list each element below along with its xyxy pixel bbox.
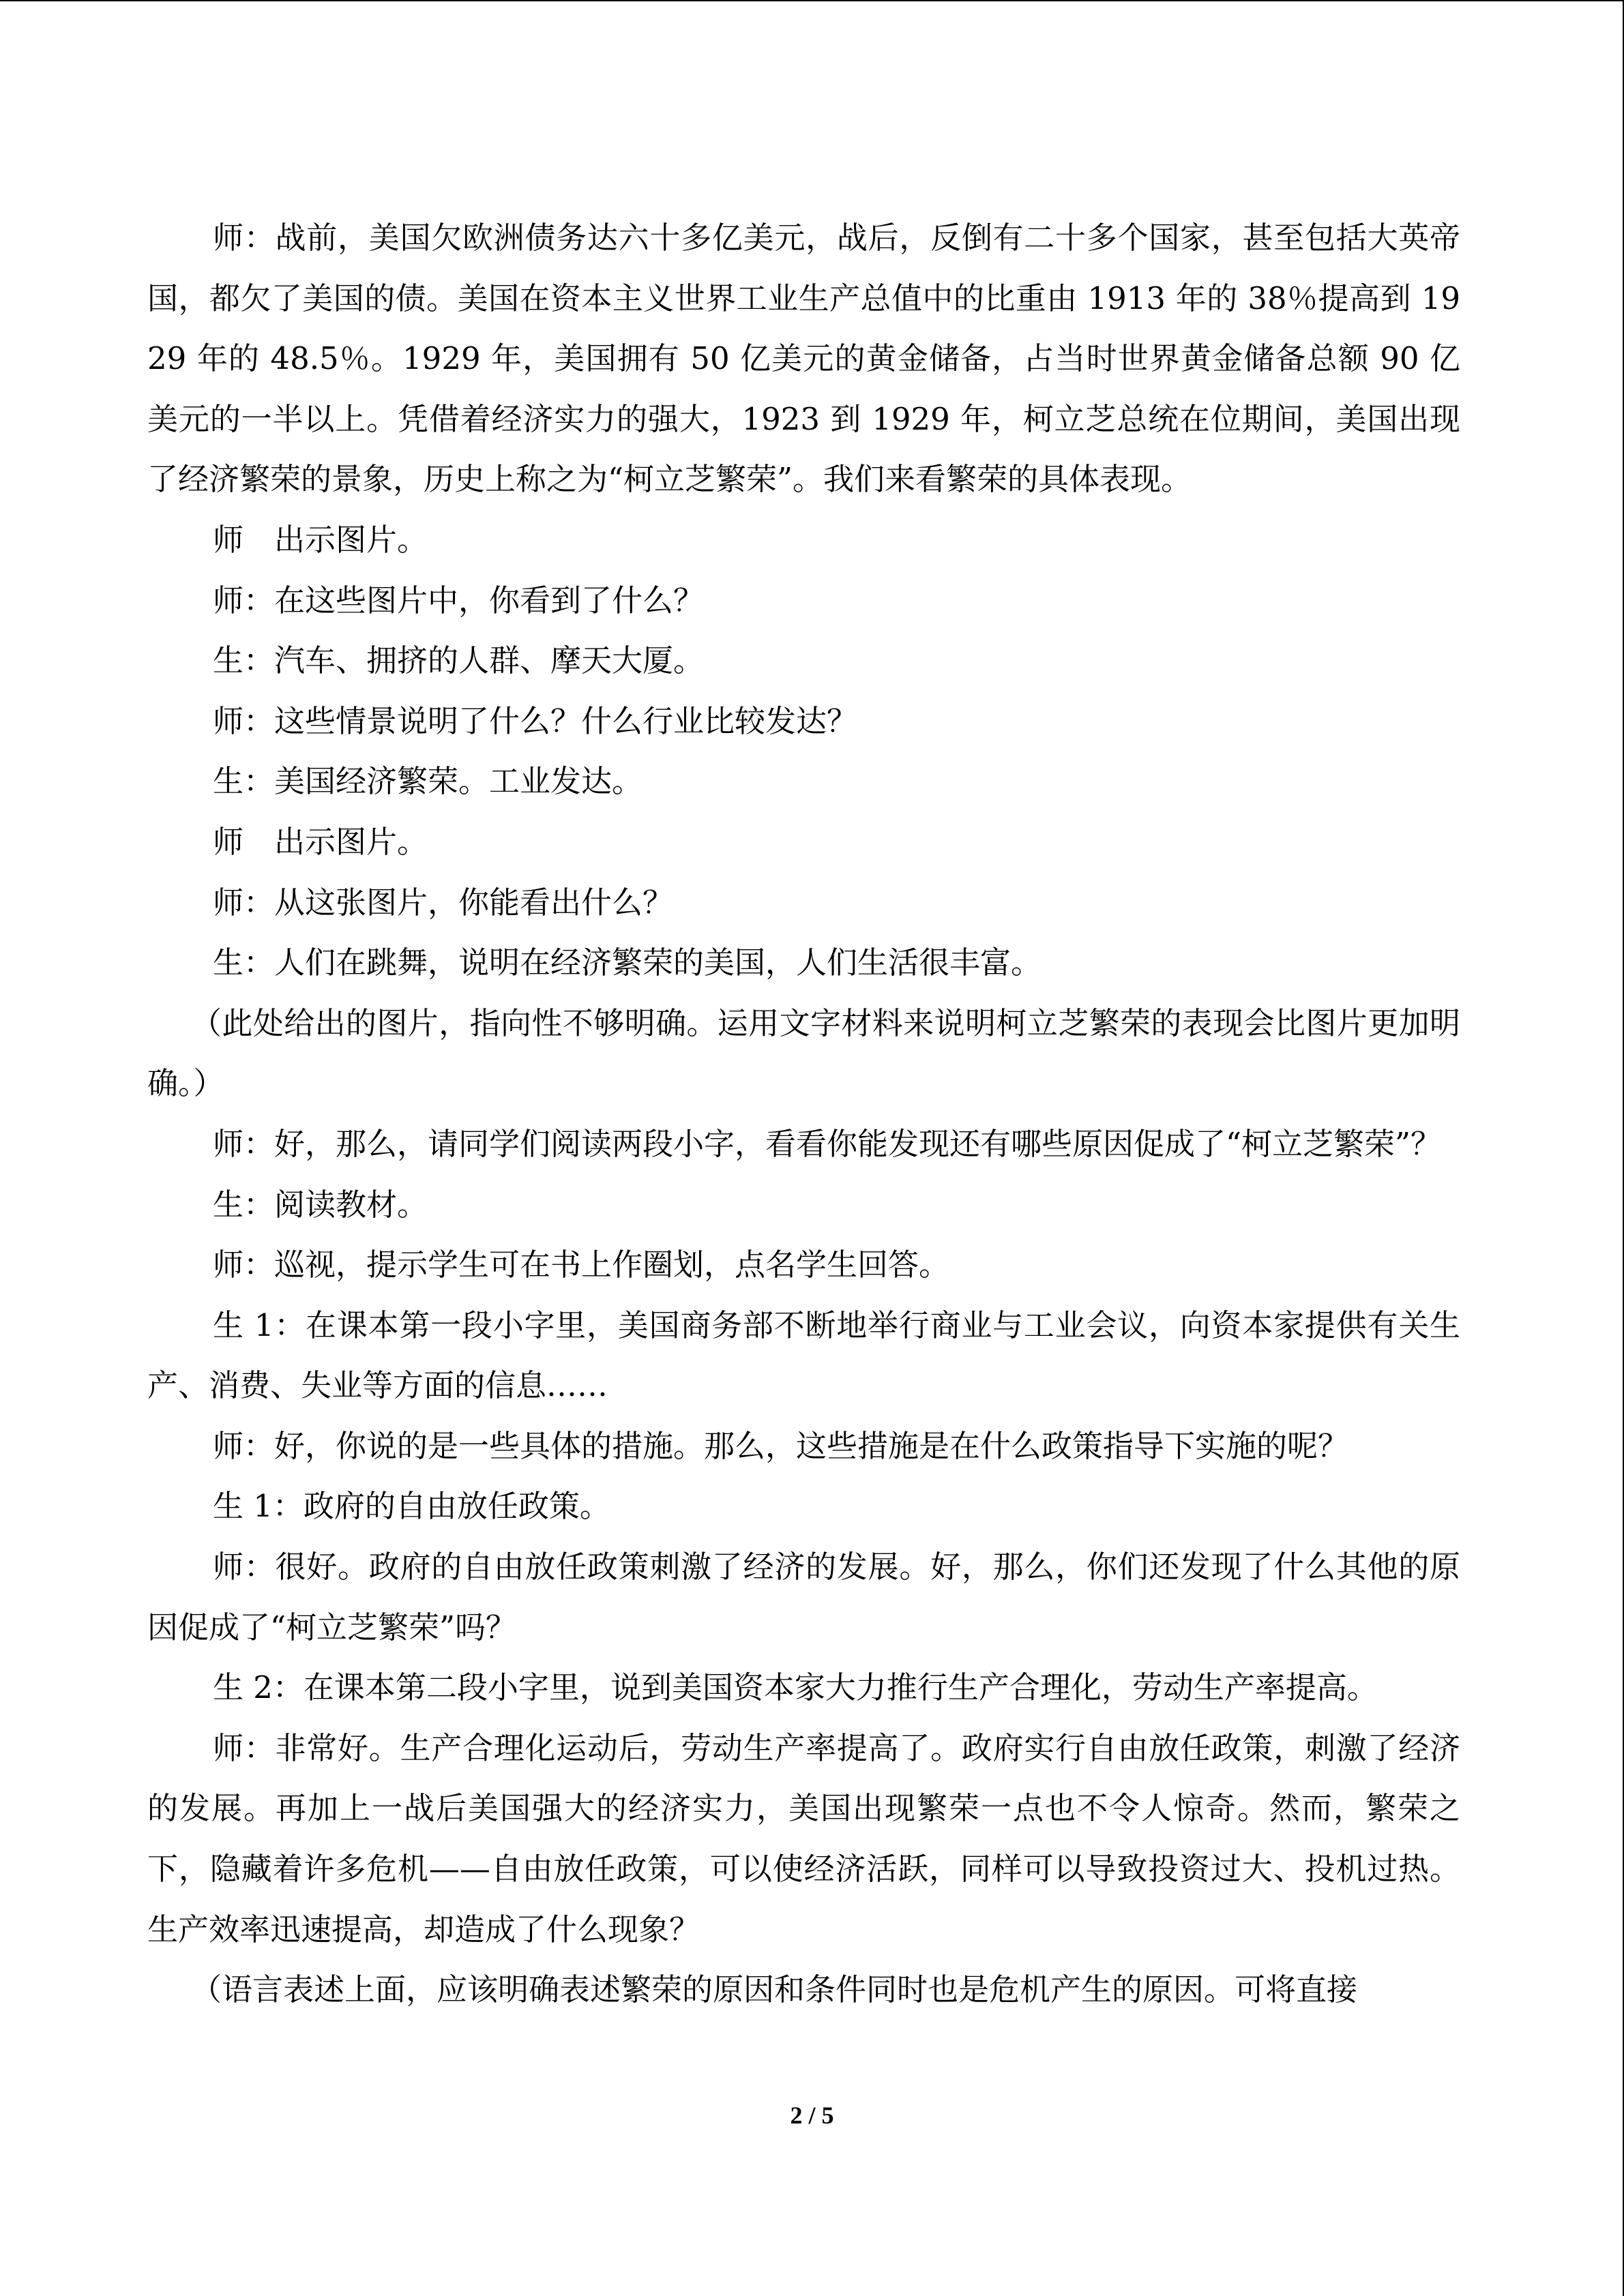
paragraph-student-reading: 生：阅读教材。 [213,1186,428,1223]
paragraph-teacher-question-2: 师：这些情景说明了什么？什么行业比较发达？ [213,702,858,739]
paragraph-show-pictures-2: 师 出示图片。 [213,823,428,860]
paragraph-teacher-reading-task: 师：好，那么，请同学们阅读两段小字，看看你能发现还有哪些原因促成了“柯立芝繁荣”？ [213,1125,1442,1162]
paragraph-teacher-question-3: 师：从这张图片，你能看出什么？ [213,884,674,921]
paragraph-student-2-answer: 生 2：在课本第二段小字里，说到美国资本家大力推行生产合理化，劳动生产率提高。 [213,1669,1378,1706]
page-number: 2 / 5 [790,2102,834,2129]
paragraph-teacher-summary: 师：非常好。生产合理化运动后，劳动生产率提高了。政府实行自由放任政策，刺激了经济的发展。再加上一战后美国强大的经济实力，美国出现繁荣一点也不令人惊奇。然而，繁荣之下，隐藏着许多危机——自由放任政策，可以使经济活跃，同样可以导致投资过大、投机过热。生产效率迅速提高，却造成了什么现象？ [147,1729,1460,1948]
page-body [147,208,1460,2021]
paragraph-student-answer-3: 生：人们在跳舞，说明在经济繁荣的美国，人们生活很丰富。 [213,944,1042,981]
paragraph-teacher-patrol: 师：巡视，提示学生可在书上作圈划，点名学生回答。 [213,1247,950,1283]
paragraph-us-economic-power: 师：战前，美国欠欧洲债务达六十多亿美元，战后，反倒有二十多个国家，甚至包括大英帝国，都欠了美国的债。美国在资本主义世界工业生产总值中的比重由 1913 年的 38％提高到 1929 年的 48.5％。1929 年，美国拥有 50 亿美元的黄金储备，占当时世界黄金储备总额 90 亿美元的一半以上。凭借着经济实力的强大，1923 到 1929 年，柯立芝总统在位期间，美国出现了经济繁荣的景象，历史上称之为“柯立芝繁荣”。我们来看繁荣的具体表现。 [147,220,1460,498]
paragraph-teacher-praise: 师：很好。政府的自由放任政策刺激了经济的发展。好，那么，你们还发现了什么其他的原因促成了“柯立芝繁荣”吗？ [147,1549,1460,1645]
paragraph-comment-1: （此处给出的图片，指向性不够明确。运用文字材料来说明柯立芝繁荣的表现会比图片更加明确。） [147,1004,1460,1102]
paragraph-teacher-followup: 师：好，你说的是一些具体的措施。那么，这些措施是在什么政策指导下实施的呢？ [213,1427,1349,1464]
paragraph-student-1-answer: 生 1：在课本第一段小字里，美国商务部不断地举行商业与工业会议，向资本家提供有关生产、消费、失业等方面的信息…… [147,1307,1460,1404]
paragraph-comment-2: （语言表述上面，应该明确表述繁荣的原因和条件同时也是危机产生的原因。可将直接 [191,1971,1358,2008]
paragraph-student-answer-1: 生：汽车、拥挤的人群、摩天大厦。 [213,642,705,679]
paragraph-student-answer-2: 生：美国经济繁荣。工业发达。 [213,763,643,800]
paragraph-teacher-question-1: 师：在这些图片中，你看到了什么？ [213,582,705,618]
paragraph-student-1-policy: 生 1：政府的自由放任政策。 [213,1488,610,1525]
paragraph-show-pictures-1: 师 出示图片。 [213,521,428,558]
